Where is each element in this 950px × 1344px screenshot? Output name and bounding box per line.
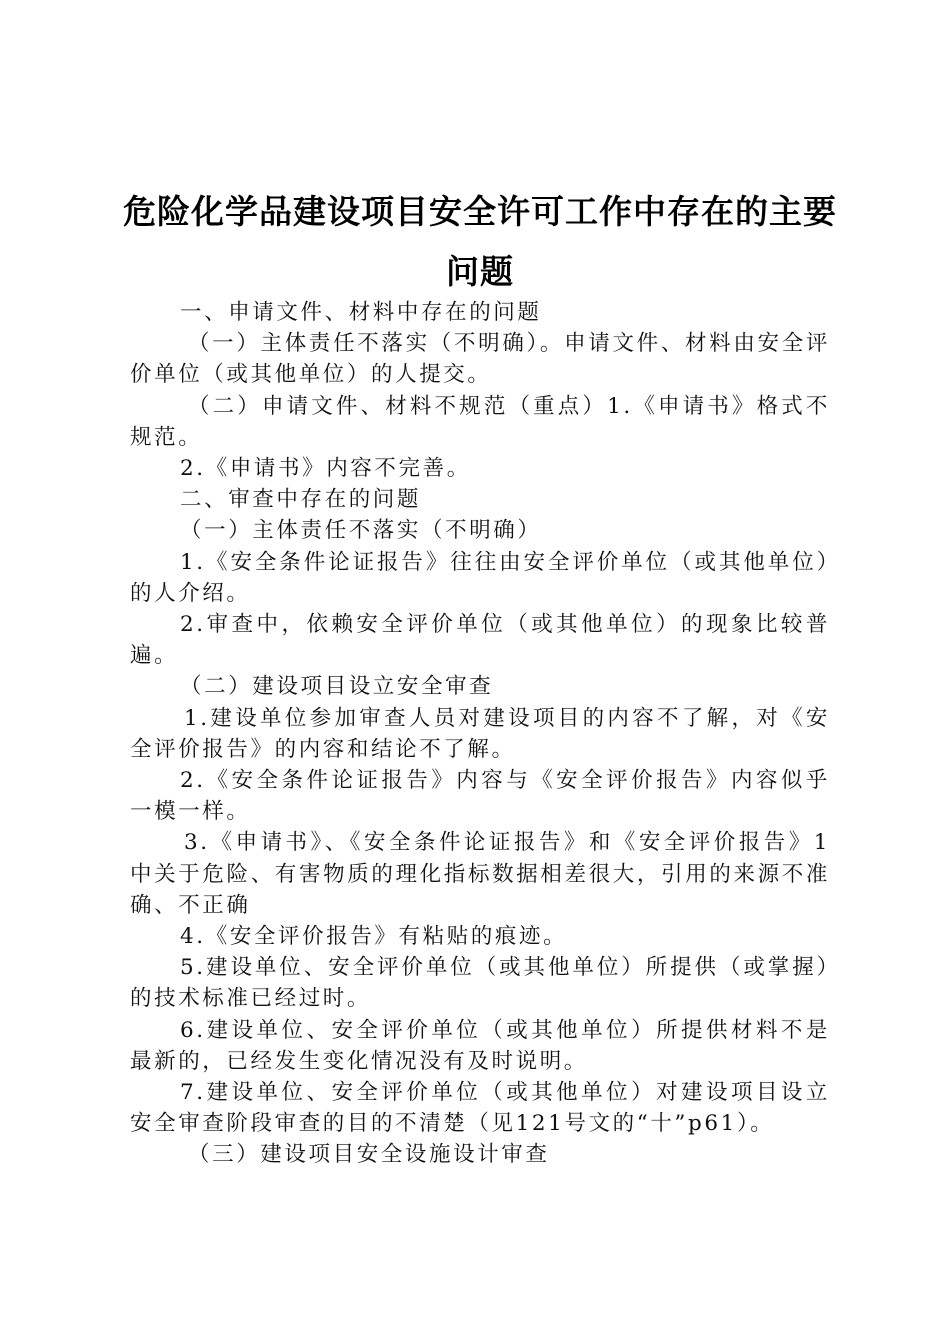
paragraph-1-2: （二）申请文件、材料不规范（重点）1.《申请书》格式不规范。 [130,393,830,450]
subsection-heading-2-1: （一）主体责任不落实（不明确） [180,518,542,544]
document-body [130,297,830,1171]
subsection-heading-2-2: （二）建设项目设立安全审查 [180,674,494,700]
list-item-2-2-7: 7.建设单位、安全评价单位（或其他单位）对建设项目设立安全审查阶段审查的目的不清楚（见121号文的“十”p61）。 [130,1080,830,1137]
paragraph-1-2-item-2: 2.《申请书》内容不完善。 [180,456,471,482]
list-item-2-2-3: 3.《申请书》、《安全条件论证报告》和《安全评价报告》1中关于危险、有害物质的理化指标数据相差很大，引用的来源不准确、不正确 [130,830,830,918]
list-item-2-2-1: 1.建设单位参加审查人员对建设项目的内容不了解，对《安全评价报告》的内容和结论不了解。 [130,705,830,762]
section-heading-1: 一、申请文件、材料中存在的问题 [180,300,542,325]
subsection-heading-2-3: （三）建设项目安全设施设计审查 [188,1142,550,1168]
list-item-2-2-6: 6.建设单位、安全评价单位（或其他单位）所提供材料不是最新的，已经发生变化情况没有及时说明。 [130,1017,830,1074]
list-item-2-1-1: 1.《安全条件论证报告》往往由安全评价单位（或其他单位）的人介绍。 [130,549,830,606]
section-heading-2: 二、审查中存在的问题 [180,487,422,513]
paragraph-1-1: （一）主体责任不落实（不明确）。申请文件、材料由安全评价单位（或其他单位）的人提交。 [130,331,830,388]
list-item-2-2-4: 4.《安全评价报告》有粘贴的痕迹。 [180,924,568,950]
list-item-2-2-5: 5.建设单位、安全评价单位（或其他单位）所提供（或掌握）的技术标准已经过时。 [130,955,830,1012]
document-title: 危险化学品建设项目安全许可工作中存在的主要问题 [123,192,837,291]
list-item-2-2-2: 2.《安全条件论证报告》内容与《安全评价报告》内容似乎一模一样。 [130,768,830,825]
list-item-2-1-2: 2.审查中，依赖安全评价单位（或其他单位）的现象比较普遍。 [130,612,830,669]
